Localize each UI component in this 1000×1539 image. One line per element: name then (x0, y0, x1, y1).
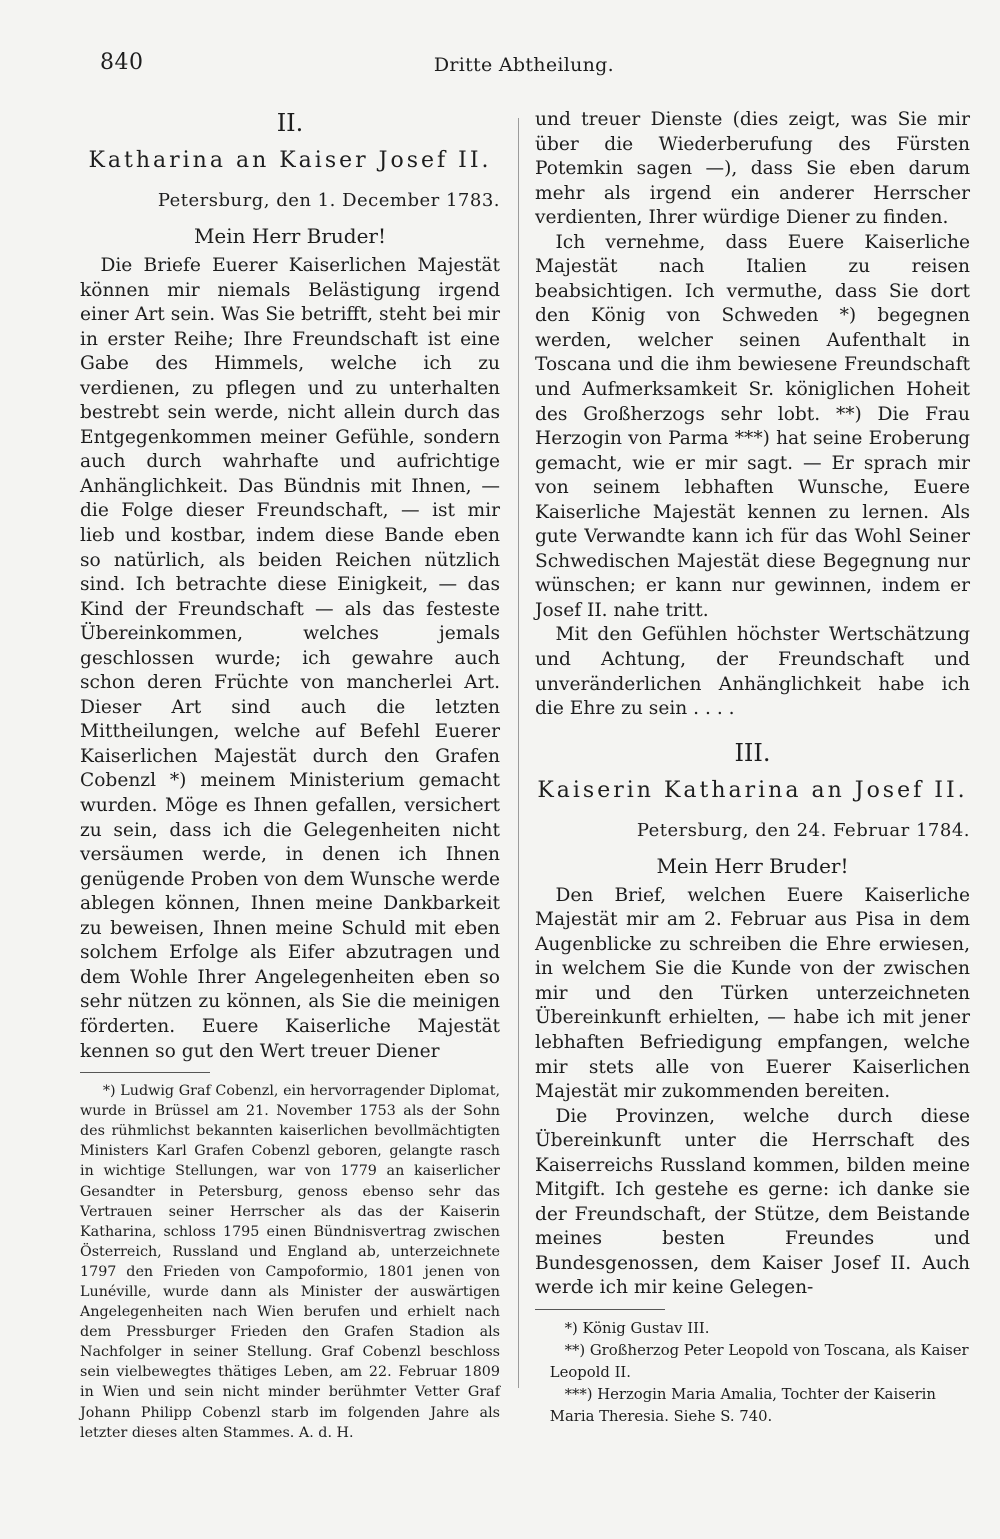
letter-3-dateline: Petersburg, den 24. Februar 1784. (636, 819, 970, 841)
page-number: 840 (100, 50, 144, 75)
footnote-cobenzl: *) Ludwig Graf Cobenzl, ein hervorragender Diplomat, wurde in Brüssel am 21. November 1753 als der Sohn des rühmlichst bekannten kaiserlichen bevollmächtigten Ministers Karl Grafen Cobenzl geboren, gelangte rasch in wichtige Stellungen, war von 1779 an kaiserlicher Gesandter in Petersburg, genoss ebenso sehr das Vertrauen seiner Herrscher als das der Kaiserin Katharina, schloss 1795 einen Bündnisvertrag zwischen Österreich, Russland und England ab, unterzeichnete 1797 den Frieden von Campoformio, 1801 jenen von Lunéville, wurde dann als Minister der auswärtigen Angelegenheiten nach Wien berufen und erhielt nach dem Pressburger Frieden den Grafen Stadion als Nachfolger in seiner Stellung. Graf Cobenzl beschloss sein vielbewegtes thätiges Leben, am 22. Februar 1809 in Wien und sein nicht minder berühmter Vetter Graf Johann Philipp Cobenzl starb im folgenden Jahre als letzter dieses alten Stammes. A. d. H. (80, 1083, 500, 1441)
letter-2-salutation: Mein Herr Bruder! (193, 224, 387, 248)
running-head: Dritte Abtheilung. (433, 54, 614, 76)
footnote-rule-left (80, 1072, 210, 1073)
letter-2-dateline: Petersburg, den 1. December 1783. (157, 190, 500, 211)
footnote-gustav: *) König Gustav III. (564, 1319, 710, 1337)
letter-2-heading: Katharina an Kaiser Josef II. (88, 148, 492, 173)
letter-3-paragraph-1: Den Brief, welchen Euere Kaiserliche Majestät mir am 2. Februar aus Pisa in dem Augenblicke zu schreiben die Ehre erwiesen, in welchem Sie die Kunde von der zwischen mir und den Türken unterzeichneten Übereinkunft erhielten, — habe ich mit jener lebhaften Befriedigung empfangen, welche mir stets alle von Euerer Kaiserlichen Majestät mir zukommenden bereiten. (535, 884, 970, 1103)
section-spacer (535, 722, 970, 738)
letter-3-paragraph-2: Die Provinzen, welche durch diese Übereinkunft unter die Herrschaft des Kaiserreichs Russland kommen, bilden meine Mitgift. Ich gestehe es gerne: ich danke sie der Freundschaft, der Stütze, dem Beistande meines besten Freundes und Bundesgenossen, dem Kaiser Josef II. Auch werde ich mir keine Gelegen- (535, 1105, 970, 1299)
letter-3-salutation: Mein Herr Bruder! (656, 853, 849, 878)
column-divider (518, 118, 519, 1388)
left-column (80, 108, 500, 1443)
letter-2-numeral: II. (276, 109, 304, 137)
letter-3-numeral: III. (734, 738, 771, 767)
letter-2-paragraph-1-continued: und treuer Dienste (dies zeigt, was Sie mir über die Wiederberufung des Fürsten Potemkin sagen —), dass Sie eben darum mehr als irgend ein anderer Herrscher verdienten, Ihrer würdige Diener zu finden. (535, 109, 970, 229)
letter-3-heading: Kaiserin Katharina an Josef II. (537, 777, 968, 803)
right-column (535, 108, 970, 1428)
letter-2-paragraph-1: Die Briefe Euerer Kaiserlichen Majestät können mir niemals Belästigung irgend einer Art sein. Was Sie betrifft, steht bei mir in erster Reihe; Ihre Freundschaft ist eine Gabe des Himmels, welche ich zu verdienen, zu pflegen und zu unterhalten bestrebt sein werde, nicht allein durch das Entgegenkommen meiner Gefühle, sondern auch durch wahrhafte und aufrichtige Anhänglichkeit. Das Bündnis mit Ihnen, — die Folge dieser Freundschaft, — ist mir lieb und kostbar, indem diese Bande eben so natürlich, als beiden Reichen nützlich sind. Ich betrachte diese Einigkeit, — das Kind der Freundschaft — als das festeste Übereinkommen, welches jemals geschlossen wurde; ich gewahre auch schon deren Früchte von mancherlei Art. Dieser Art sind auch die letzten Mittheilungen, welche auf Befehl Euerer Kaiserlichen Majestät durch den Grafen Cobenzl *) meinem Ministerium gemacht wurden. Möge es Ihnen gefallen, versichert zu sein, dass ich die Gelegenheiten nicht versäumen werde, in denen ich Ihnen genügende Proben von dem Wunsche werde ablegen können, Ihnen meine Dankbarkeit zu beweisen, Ihnen meine Schuld mit eben solchem Erfolge als Eifer abzutragen und dem Wohle Ihrer Angelegenheiten eben so sehr nützen zu können, als Sie die meinigen förderten. Euere Kaiserliche Majestät kennen so gut den Wert treuer Diener (80, 255, 500, 1062)
footnote-leopold: **) Großherzog Peter Leopold von Toscana, als Kaiser Leopold II. (549, 1341, 969, 1381)
footnote-rule-right (535, 1309, 665, 1310)
letter-2-paragraph-2: Ich vernehme, dass Euere Kaiserliche Majestät nach Italien zu reisen beabsichtigen. Ich vermuthe, dass Sie dort den König von Schweden *) begegnen werden, welcher seinen Aufenthalt in Toscana und die ihm bewiesene Freundschaft und Aufmerksamkeit Sr. königlichen Hoheit des Großherzogs sehr lobt. **) Die Frau Herzogin von Parma ***) hat seine Eroberung gemacht, wie er mir sagt. — Er sprach mir von seinem lebhaften Wunsche, Euere Kaiserliche Majestät kennen zu lernen. Als gute Verwandte kann ich für das Wohl Seiner Schwedischen Majestät diese Begegnung nur wünschen; er kann nur gewinnen, indem er Josef II. nahe tritt. (535, 231, 970, 621)
letter-2-paragraph-3: Mit den Gefühlen höchster Wertschätzung und Achtung, der Freundschaft und unveränderlichen Anhänglichkeit habe ich die Ehre zu sein . . . . (535, 624, 970, 720)
page-header (100, 50, 614, 90)
footnote-maria-amalia: ***) Herzogin Maria Amalia, Tochter der Kaiserin Maria Theresia. Siehe S. 740. (549, 1385, 936, 1425)
